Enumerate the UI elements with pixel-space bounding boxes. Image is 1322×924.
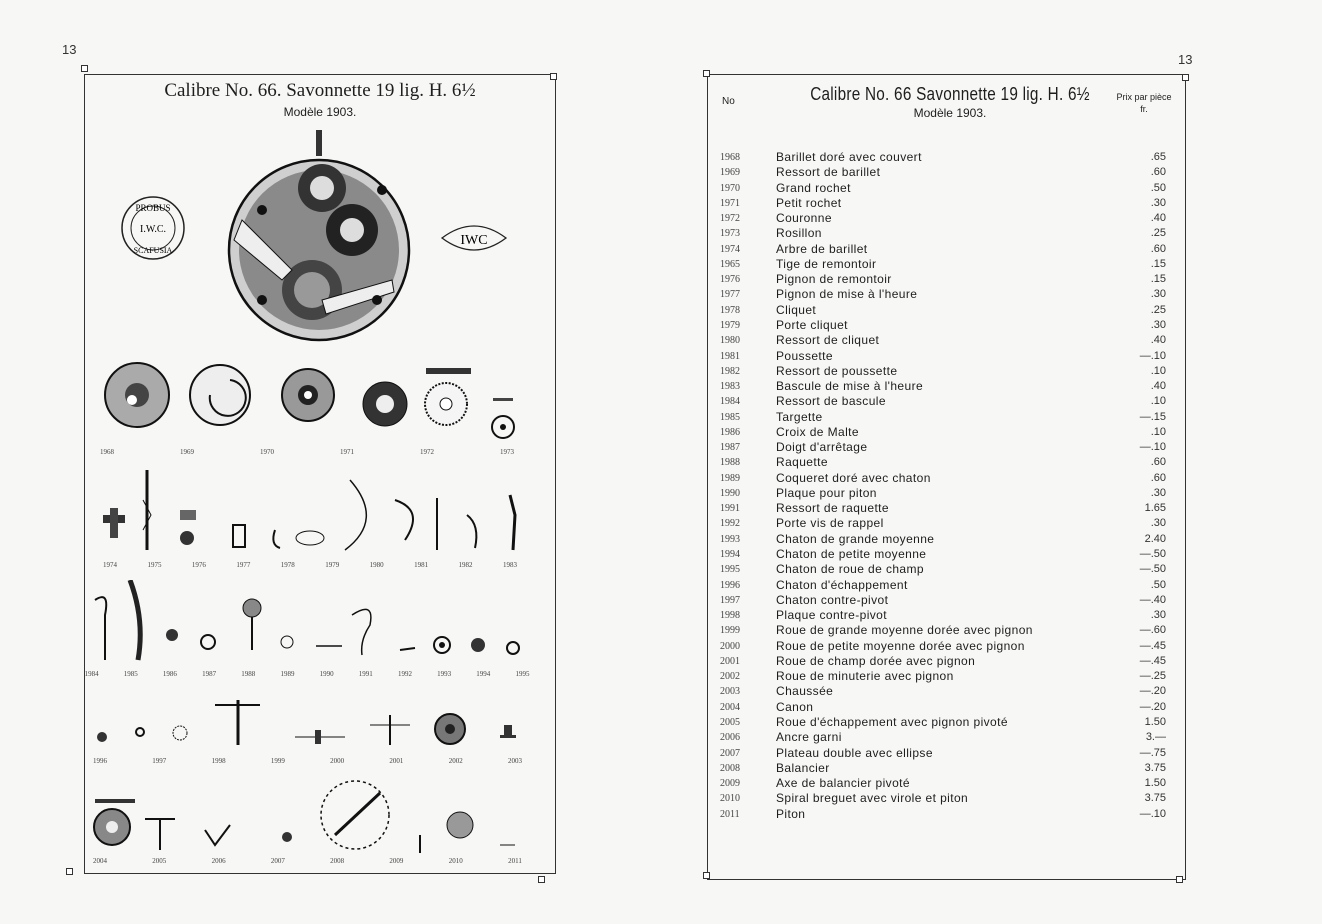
part-price: .60 [1150,471,1166,484]
part-caption: 1984 [84,670,99,678]
part-caption: 1968 [100,448,114,456]
part-caption: 1974 [103,561,117,569]
table-row [720,486,1170,501]
parts-row-4 [90,695,530,755]
part-number: 1991 [720,503,740,515]
part-number: 2010 [720,793,740,805]
part-price: .25 [1150,303,1166,316]
part-caption: 1989 [280,670,295,678]
table-row [720,165,1170,180]
part-price: .40 [1150,334,1166,347]
part-description: Ressort de raquette [776,501,889,516]
part-number: 1995 [720,564,740,576]
frame-corner-mark [1182,74,1189,81]
part-description: Ancre garni [776,730,842,745]
part-price: .10 [1150,364,1166,377]
part-price: .30 [1150,609,1166,622]
captions-row-1 [87,448,527,456]
part-price: —.10 [1139,807,1166,820]
svg-text:SCAFUSIA: SCAFUSIA [133,246,173,255]
part-description: Petit rochet [776,195,842,210]
part-number: 1989 [720,472,740,484]
part-price: .15 [1150,273,1166,286]
part-number: 1983 [720,381,740,393]
movement-illustration [222,130,418,345]
part-price: —.15 [1139,410,1166,423]
part-caption: 1985 [123,670,138,678]
part-price: —.20 [1139,700,1166,713]
frame-corner-mark [538,876,545,883]
table-row [720,257,1170,272]
parts-row-5 [90,775,530,855]
part-description: Canon [776,699,814,714]
part-caption: 1998 [211,757,226,765]
parts-row-1 [90,360,520,440]
svg-text:PROBUS: PROBUS [135,203,171,213]
part-number: 1996 [720,579,740,591]
part-price: 2.40 [1144,532,1166,545]
iwc-logo [440,220,508,256]
part-caption: 1970 [260,448,274,456]
captions-row-3 [72,670,542,678]
table-row [720,807,1170,822]
part-price: 3.75 [1144,761,1166,774]
part-price: .50 [1150,181,1166,194]
part-description: Axe de balancier pivoté [776,776,910,791]
table-row [720,303,1170,318]
part-caption: 2000 [330,757,345,765]
part-price: —.50 [1139,563,1166,576]
part-description: Tige de remontoir [776,256,877,271]
table-row [720,562,1170,577]
svg-text:IWC: IWC [460,233,488,248]
left-plate-title: Calibre No. 66. Savonnette 19 lig. H. 6½ [164,80,476,101]
frame-corner-mark [66,868,73,875]
part-price: .60 [1150,242,1166,255]
part-caption: 2001 [389,757,404,765]
part-number: 2008 [720,762,740,774]
part-description: Bascule de mise à l'heure [776,379,924,394]
part-price: —.10 [1139,349,1166,362]
part-description: Croix de Malte [776,424,859,439]
part-number: 1984 [720,396,740,408]
part-number: 2011 [720,808,740,820]
part-description: Plateau double avec ellipse [776,745,933,760]
part-description: Arbre de barillet [776,241,868,256]
part-description: Spiral breguet avec virole et piton [776,791,969,806]
part-description: Raquette [776,455,828,470]
part-description: Roue de minuterie avec pignon [776,669,954,684]
part-number: 2006 [720,732,740,744]
part-number: 1987 [720,442,740,454]
table-row [720,746,1170,761]
part-price: 3.75 [1144,792,1166,805]
parts-row-2 [95,470,535,560]
part-caption: 1973 [500,448,514,456]
part-description: Roue de champ dorée avec pignon [776,653,976,668]
table-row [720,623,1170,638]
part-caption: 2006 [211,857,226,865]
part-number: 2002 [720,671,740,683]
part-price: .30 [1150,517,1166,530]
table-row [720,501,1170,516]
part-number: 1981 [720,350,740,362]
table-row [720,287,1170,302]
part-price: —.40 [1139,593,1166,606]
part-number: 1977 [720,289,740,301]
part-number: 1985 [720,411,740,423]
part-caption: 1971 [340,448,354,456]
part-description: Chaton de petite moyenne [776,547,927,562]
part-description: Grand rochet [776,180,851,195]
table-row [720,425,1170,440]
part-number: 1998 [720,610,740,622]
part-price: —.50 [1139,548,1166,561]
table-row [720,410,1170,425]
left-page-number: 13 [62,42,77,57]
part-price: —.45 [1139,639,1166,652]
price-list-title: Calibre No. 66 Savonnette 19 lig. H. 6½ [810,84,1090,104]
table-row [720,242,1170,257]
price-list-subtitle: Modèle 1903. [913,106,987,120]
part-description: Couronne [776,211,832,226]
table-row [720,669,1170,684]
part-price: .30 [1150,288,1166,301]
part-price: .50 [1150,578,1166,591]
part-caption: 1987 [202,670,217,678]
part-caption: 1976 [191,561,206,569]
part-description: Balancier [776,760,830,775]
part-description: Coqueret doré avec chaton [776,470,931,485]
part-caption: 1977 [236,561,251,569]
part-number: 1994 [720,549,740,561]
part-caption: 2003 [507,757,522,765]
table-row [720,761,1170,776]
frame-corner-mark [81,65,88,72]
part-price: 1.50 [1144,715,1166,728]
part-number: 1976 [720,274,740,286]
part-price: —.20 [1139,685,1166,698]
part-price: —.60 [1139,624,1166,637]
part-price: .40 [1150,212,1166,225]
table-row [720,318,1170,333]
part-number: 2005 [720,716,740,728]
table-row [720,349,1170,364]
captions-row-2 [90,561,530,569]
table-row [720,654,1170,669]
table-row [720,516,1170,531]
part-caption: 2011 [508,857,522,865]
part-caption: 1978 [280,561,295,569]
part-price: —.25 [1139,670,1166,683]
right-page-number: 13 [1178,52,1193,67]
part-description: Targette [776,409,823,424]
table-row [720,211,1170,226]
part-description: Doigt d'arrêtage [776,440,868,455]
table-row [720,379,1170,394]
part-number: 1997 [720,594,740,606]
part-caption: 2008 [330,857,345,865]
column-header-price-unit: fr. [1140,104,1148,114]
part-price: 1.50 [1144,777,1166,790]
column-header-price [1112,91,1176,115]
part-description: Pignon de remontoir [776,272,892,287]
table-row [720,333,1170,348]
part-price: .30 [1150,318,1166,331]
table-row [720,150,1170,165]
part-price: .40 [1150,380,1166,393]
part-description: Rosillon [776,226,822,241]
part-price: .10 [1150,395,1166,408]
part-description: Porte cliquet [776,317,848,332]
frame-corner-mark [703,872,710,879]
part-description: Chaton de grande moyenne [776,531,935,546]
part-number: 1979 [720,319,740,331]
part-number: 2000 [720,640,740,652]
part-description: Chaton de roue de champ [776,562,924,577]
part-caption: 1972 [420,448,434,456]
table-row [720,226,1170,241]
part-caption: 1981 [414,561,429,569]
part-number: 1990 [720,487,740,499]
table-row [720,578,1170,593]
part-number: 2009 [720,778,740,790]
part-caption: 2002 [448,757,463,765]
part-caption: 1993 [437,670,452,678]
part-number: 2001 [720,655,740,667]
part-price: —.75 [1139,746,1166,759]
part-price: —.10 [1139,441,1166,454]
part-description: Pignon de mise à l'heure [776,287,918,302]
table-row [720,715,1170,730]
part-description: Poussette [776,348,833,363]
table-row [720,730,1170,745]
table-row [720,700,1170,715]
part-number: 2007 [720,747,740,759]
part-caption: 1991 [358,670,373,678]
part-number: 1980 [720,335,740,347]
part-number: 2003 [720,686,740,698]
parts-row-3 [90,580,530,665]
table-row [720,532,1170,547]
part-number: 1978 [720,304,740,316]
part-description: Piton [776,806,806,821]
part-caption: 1996 [93,757,107,765]
part-number: 1969 [720,167,740,179]
table-row [720,181,1170,196]
part-price: .30 [1150,196,1166,209]
part-caption: 1994 [476,670,491,678]
part-number: 1972 [720,213,740,225]
part-price: .15 [1150,257,1166,270]
part-caption: 2007 [270,857,285,865]
part-description: Ressort de poussette [776,363,898,378]
table-row [720,196,1170,211]
table-row [720,440,1170,455]
frame-corner-mark [703,70,710,77]
part-number: 2004 [720,701,740,713]
part-caption: 1982 [458,561,473,569]
part-caption: 1992 [397,670,412,678]
table-row [720,639,1170,654]
part-number: 1973 [720,228,740,240]
left-plate-subtitle: Modèle 1903. [283,105,357,119]
table-row [720,394,1170,409]
part-number: 1971 [720,197,740,209]
part-price: .25 [1150,227,1166,240]
part-caption: 2009 [389,857,404,865]
part-caption: 1990 [319,670,334,678]
table-row [720,272,1170,287]
table-row [720,776,1170,791]
part-description: Plaque contre-pivot [776,608,887,623]
table-row [720,593,1170,608]
part-description: Cliquet [776,302,817,317]
table-row [720,791,1170,806]
part-number: 1992 [720,518,740,530]
svg-text:I.W.C.: I.W.C. [139,224,167,235]
part-description: Chaton contre-pivot [776,592,889,607]
part-caption: 2005 [152,857,167,865]
column-header-price-label: Prix par pièce [1116,92,1172,102]
part-caption: 1969 [180,448,194,456]
part-price: .10 [1150,425,1166,438]
part-number: 1999 [720,625,740,637]
part-description: Roue de grande moyenne dorée avec pignon [776,623,1033,638]
column-header-no: No [722,96,735,107]
part-price: .65 [1150,151,1166,163]
part-caption: 1979 [325,561,340,569]
part-description: Barillet doré avec couvert [776,150,922,164]
part-caption: 2010 [448,857,463,865]
part-caption: 1983 [502,561,517,569]
part-caption: 1995 [515,670,530,678]
table-row [720,684,1170,699]
part-description: Ressort de cliquet [776,333,880,348]
part-number: 1993 [720,533,740,545]
part-description: Plaque pour piton [776,485,877,500]
frame-corner-mark [1176,876,1183,883]
part-price: .30 [1150,486,1166,499]
part-caption: 2004 [93,857,107,865]
part-description: Porte vis de rappel [776,516,884,531]
table-row [720,547,1170,562]
part-price: .60 [1150,456,1166,469]
part-description: Ressort de bascule [776,394,886,409]
table-row [720,471,1170,486]
part-description: Ressort de barillet [776,165,881,180]
part-number: 1968 [720,152,740,163]
part-description: Roue de petite moyenne dorée avec pignon [776,638,1025,653]
part-number: 1974 [720,243,740,255]
part-caption: 1988 [241,670,256,678]
part-number: 1970 [720,182,740,194]
probus-iwc-seal [120,195,186,261]
part-description: Roue d'échappement avec pignon pivoté [776,714,1008,729]
part-number: 1986 [720,426,740,438]
table-row [720,364,1170,379]
part-caption: 1997 [152,757,167,765]
part-caption: 1980 [369,561,384,569]
part-description: Chaussée [776,684,834,699]
part-description: Chaton d'échappement [776,577,908,592]
part-price: —.45 [1139,654,1166,667]
part-caption: 1986 [162,670,177,678]
part-number: 1982 [720,365,740,377]
captions-row-5 [80,857,535,865]
table-row [720,608,1170,623]
frame-corner-mark [550,73,557,80]
part-price: .60 [1150,166,1166,179]
part-number: 1988 [720,457,740,469]
part-price: 3.— [1145,731,1166,744]
table-row [720,455,1170,470]
part-caption: 1975 [147,561,162,569]
part-price: 1.65 [1144,502,1166,515]
part-number: 1965 [720,258,740,270]
captions-row-4 [80,757,535,765]
part-caption: 1999 [270,757,285,765]
